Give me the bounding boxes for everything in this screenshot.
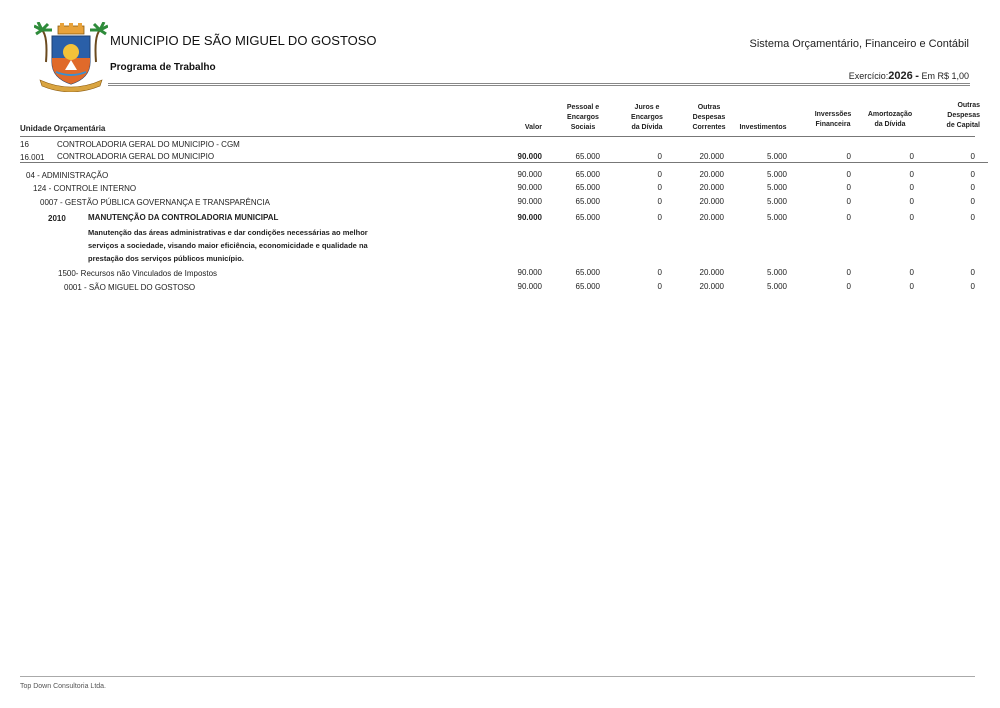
currency-label: Em R$ 1,00 (918, 71, 969, 81)
unit-name: CONTROLADORIA GERAL DO MUNICIPIO (57, 152, 215, 161)
cell-amortizacao: 0 (909, 268, 914, 277)
cell-investimentos: 5.000 (766, 183, 787, 192)
col-outras-capital-header: Outras Despesas de Capital (946, 102, 980, 129)
cell-investimentos: 5.000 (766, 197, 787, 206)
municipal-coat-of-arms-logo (34, 22, 108, 92)
cell-inversoes: 0 (846, 183, 851, 192)
exercicio-year: 2026 (888, 70, 913, 82)
unit-code: 16.001 (20, 153, 45, 162)
cell-inversoes: 0 (846, 197, 851, 206)
cell-outras-correntes: 20.000 (699, 152, 724, 161)
cell-pessoal: 65.000 (575, 282, 600, 291)
col-juros-header: Juros e Encargos da Dívida (631, 104, 663, 131)
cell-inversoes: 0 (846, 152, 851, 161)
cell-investimentos: 5.000 (766, 213, 787, 222)
cell-inversoes: 0 (846, 213, 851, 222)
cell-juros: 0 (657, 197, 662, 206)
cell-juros: 0 (657, 282, 662, 291)
cell-investimentos: 5.000 (766, 170, 787, 179)
table-header-divider (20, 136, 975, 137)
cell-outras-capital: 0 (970, 183, 975, 192)
cell-juros: 0 (657, 152, 662, 161)
cell-outras-capital: 0 (970, 213, 975, 222)
action-code: 2010 (48, 214, 66, 223)
cell-outras-correntes: 20.000 (699, 213, 724, 222)
cell-pessoal: 65.000 (575, 268, 600, 277)
cell-valor: 90.000 (517, 213, 542, 222)
header-divider (108, 85, 970, 86)
exercicio-label: Exercício: (848, 71, 889, 81)
cell-valor: 90.000 (517, 197, 542, 206)
cell-juros: 0 (657, 170, 662, 179)
cell-outras-correntes: 20.000 (699, 197, 724, 206)
cell-inversoes: 0 (846, 170, 851, 179)
report-title: Programa de Trabalho (110, 62, 216, 73)
cell-pessoal: 65.000 (575, 213, 600, 222)
cell-investimentos: 5.000 (766, 152, 787, 161)
cell-amortizacao: 0 (909, 213, 914, 222)
cell-investimentos: 5.000 (766, 268, 787, 277)
cell-pessoal: 65.000 (575, 152, 600, 161)
org-code: 16 (20, 140, 29, 149)
cell-valor: 90.000 (517, 282, 542, 291)
cell-outras-capital: 0 (970, 268, 975, 277)
cell-pessoal: 65.000 (575, 183, 600, 192)
cell-amortizacao: 0 (909, 197, 914, 206)
cell-investimentos: 5.000 (766, 282, 787, 291)
unit-divider (20, 162, 988, 163)
cell-amortizacao: 0 (909, 183, 914, 192)
exercicio-info: Exercício:2026 - Em R$ 1,00 (848, 70, 969, 82)
col-amortizacao-header: Amortozação da Dívida (867, 111, 913, 128)
header-divider (108, 83, 970, 84)
cell-inversoes: 0 (846, 268, 851, 277)
cell-outras-capital: 0 (970, 152, 975, 161)
col-investimentos-header: Investimentos (739, 124, 787, 131)
col-outras-correntes-header: Outras Despesas Correntes (692, 104, 726, 131)
cell-outras-correntes: 20.000 (699, 282, 724, 291)
program-label: 0007 - GESTÃO PÚBLICA GOVERNANÇA E TRANSPARÊNCIA (40, 198, 270, 207)
cell-amortizacao: 0 (909, 152, 914, 161)
footer-company: Top Down Consultoria Ltda. (20, 683, 106, 690)
col-inversoes-header: Inverssões Financeira (814, 111, 852, 128)
cell-outras-correntes: 20.000 (699, 170, 724, 179)
col-valor-header: Valor (524, 124, 542, 131)
cell-amortizacao: 0 (909, 170, 914, 179)
cell-outras-capital: 0 (970, 197, 975, 206)
municipality-name: MUNICIPIO DE SÃO MIGUEL DO GOSTOSO (110, 33, 377, 48)
cell-valor: 90.000 (517, 268, 542, 277)
org-name: CONTROLADORIA GERAL DO MUNICIPIO - CGM (57, 140, 240, 149)
col-unidade-header: Unidade Orçamentária (20, 124, 106, 133)
cell-valor: 90.000 (517, 170, 542, 179)
cell-juros: 0 (657, 183, 662, 192)
cell-outras-capital: 0 (970, 170, 975, 179)
col-pessoal-header: Pessoal e Encargos Sociais (566, 104, 600, 131)
resource-municipality-label: 0001 - SÃO MIGUEL DO GOSTOSO (64, 283, 196, 292)
resource-source-label: 1500- Recursos não Vinculados de Impostos (58, 269, 218, 278)
cell-valor: 90.000 (517, 183, 542, 192)
cell-outras-correntes: 20.000 (699, 183, 724, 192)
cell-outras-correntes: 20.000 (699, 268, 724, 277)
cell-pessoal: 65.000 (575, 197, 600, 206)
action-description: Manutenção das áreas administrativas e dar condições necessárias ao melhor serviços a sociedade, visando maior eficiência, economicidade e qualidade na prestação dos serviços públicos município. (88, 228, 368, 263)
system-name: Sistema Orçamentário, Financeiro e Contábil (749, 38, 969, 50)
cell-pessoal: 65.000 (575, 170, 600, 179)
cell-inversoes: 0 (846, 282, 851, 291)
function-label: 04 - ADMINISTRAÇÃO (26, 171, 109, 180)
footer-divider (20, 676, 975, 677)
cell-outras-capital: 0 (970, 282, 975, 291)
action-name: MANUTENÇÃO DA CONTROLADORIA MUNICIPAL (88, 213, 279, 222)
cell-juros: 0 (657, 268, 662, 277)
cell-amortizacao: 0 (909, 282, 914, 291)
subfunction-label: 124 - CONTROLE INTERNO (33, 184, 137, 193)
cell-valor: 90.000 (517, 152, 542, 161)
cell-juros: 0 (657, 213, 662, 222)
